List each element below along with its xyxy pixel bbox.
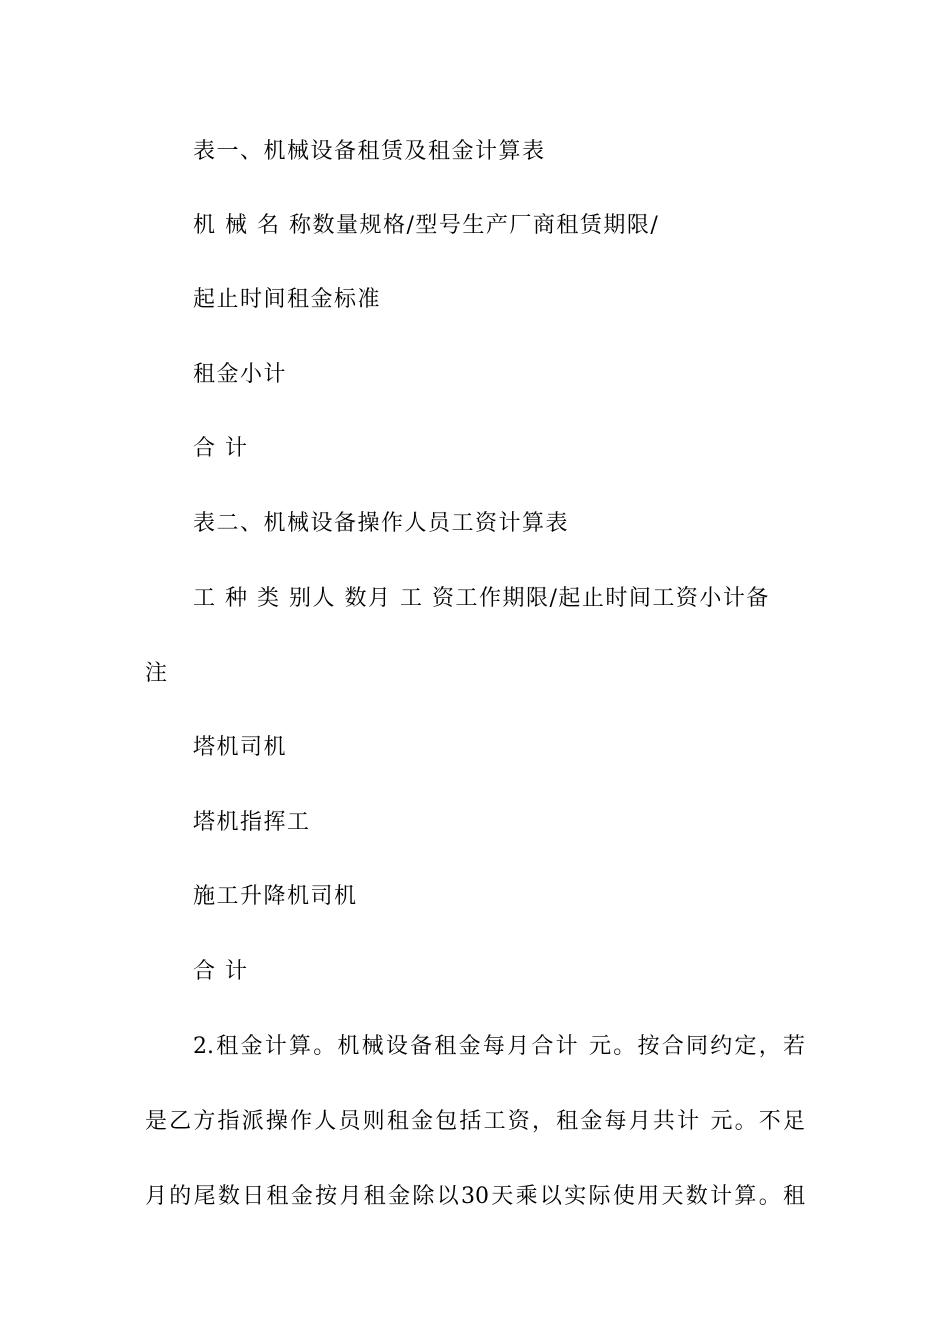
table-one-header-cont: 起止时间租金标准 (193, 287, 382, 312)
table-one-header: 机 械 名 称数量规格/型号生产厂商租赁期限/ (193, 213, 660, 238)
table-two-row: 塔机指挥工 (193, 810, 311, 835)
table-two-total-label: 合 计 (193, 959, 249, 984)
paragraph-line: 是乙方指派操作人员则租金包括工资，租金每月共计 元。不足 (145, 1109, 805, 1134)
paragraph-line: 月的尾数日租金按月租金除以30天乘以实际使用天数计算。租 (145, 1184, 805, 1209)
table-one-subtotal-label: 租金小计 (193, 362, 288, 387)
paragraph-line: 2.租金计算。机械设备租金每月合计 元。按合同约定，若 (193, 1034, 805, 1059)
table-one-total-label: 合 计 (193, 436, 249, 461)
table-two-title: 表二、机械设备操作人员工资计算表 (193, 511, 570, 536)
table-one-title: 表一、机械设备租赁及租金计算表 (193, 139, 546, 164)
table-two-row: 塔机司机 (193, 735, 288, 760)
table-two-row: 施工升降机司机 (193, 884, 358, 909)
table-two-header-cont: 注 (145, 661, 169, 686)
table-two-header: 工 种 类 别人 数月 工 资工作期限/起止时间工资小计备 (193, 586, 770, 611)
